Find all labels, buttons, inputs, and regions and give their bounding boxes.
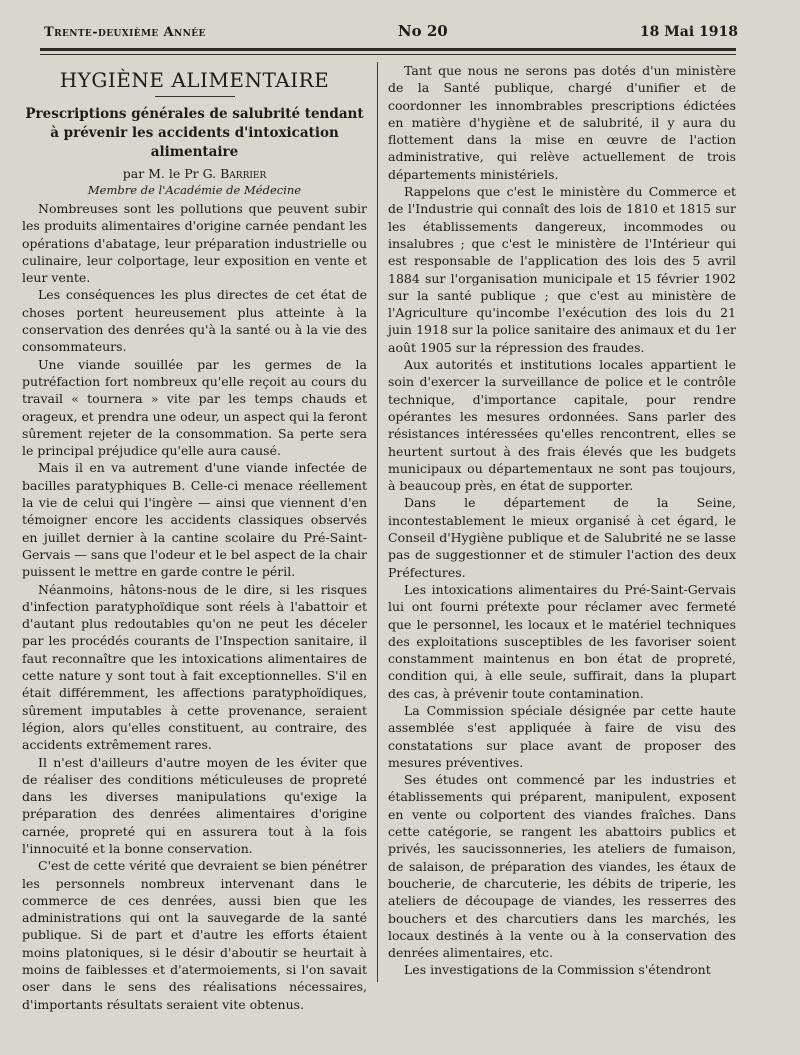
right-column: [388, 62, 736, 979]
paragraph: Nombreuses sont les pollutions que peuvent subir les produits alimentaires d'origine carnée pendant les opérations d'abatage, leur préparation industrielle ou culinaire, leur colportage, leur exposition en vente et leur vente.: [22, 201, 367, 286]
paragraph: Mais il en va autrement d'une viande infectée de bacilles paratyphiques B. Celle-ci menace réellement la vie de celui qui l'ingère — ainsi que viennent d'en témoigner encore les accidents classiques observés en juillet dernier à la cantine scolaire du Pré-Saint-Gervais — sans que l'odeur et le bel aspect de la chair puissent le mettre en garde contre le péril.: [22, 460, 367, 580]
paragraph: Les investigations de la Commission s'étendront: [404, 962, 711, 978]
paragraph: Aux autorités et institutions locales appartient le soin d'exercer la surveillance de police et le contrôle technique, d'importance capitale, pour rendre opérantes les mesures ordonnées. Sans parler des résistances intéressées qu'elles rencontrent, elles se heurtent surtout à des frais élevés que les budgets municipaux ou départementaux ne sont pas toujours, à beaucoup près, en état de supporter.: [388, 357, 736, 494]
paragraph: Dans le département de la Seine, incontestablement le mieux organisé à cet égard, le Conseil d'Hygiène publique et de Salubrité ne se lasse pas de suggestionner et de stimuler l'action des deux Préfectures.: [388, 495, 736, 580]
header-rule-thin: [40, 54, 736, 55]
volume-year: Trente-deuxième Année: [44, 25, 206, 40]
issue-date: 18 Mai 1918: [639, 24, 738, 40]
author-name: Barrier: [220, 166, 267, 181]
paragraph: Néanmoins, hâtons-nous de le dire, si les risques d'infection paratyphoïdique sont réels à l'abattoir et d'autant plus redoutables qu'on ne peut les déceler par les procédés courants de l'Inspection sanitaire, il faut reconnaître que les intoxications alimentaires de cette nature y sont tout à fait exceptionnelles. S'il en était différemment, les affections paratyphoïdiques, sûrement imputables à cette provenance, seraient légion, alors qu'elles constituent, au contraire, des accidents extrêmement rares.: [22, 581, 367, 753]
left-column: [22, 62, 367, 1013]
article-title-line2: à prévenir les accidents d'intoxication alimentaire: [50, 125, 339, 160]
paragraph: La Commission spéciale désignée par cette haute assemblée s'est appliquée à faire de visu des constatations sur place avant de proposer des mesures préventives.: [388, 702, 736, 770]
paragraph: Les intoxications alimentaires du Pré-Saint-Gervais lui ont fourni prétexte pour réclamer avec fermeté que le personnel, les locaux et le matériel techniques des exploitations susceptibles de les favoriser soient constamment maintenus en bon état de propreté, condition qui, à elle seule, suffirait, dans la plupart des cas, à prévenir toute contamination.: [388, 581, 736, 701]
title-divider: [155, 96, 235, 97]
author-affiliation: Membre de l'Académie de Médecine: [87, 183, 302, 197]
article-title: [22, 105, 367, 162]
header-rule-thick: [40, 48, 736, 51]
paragraph: Une viande souillée par les germes de la putréfaction fort nombreux qu'elle reçoit au cours du travail « tournera » vite par les temps chauds et orageux, et prendra une odeur, un aspect qui la feront sûrement rejeter de la consommation. Sa perte sera le principal préjudice qu'elle aura causé.: [22, 356, 368, 459]
paragraph: Rappelons que c'est le ministère du Commerce et de l'Industrie qui connaît des lois de 1810 et 1815 sur les établissements dangereux, incommodes ou insalubres ; que c'est le ministère de l'Intérieur qui est responsable de l'application des lois des 5 avril 1884 sur l'organisation municipale et 15 février 1902 sur la santé publique ; que c'est au ministère de l'Agriculture qu'incombe l'exécution des lois du 21 juin 1918 sur la police sanitaire des animaux et du 1er août 1905 sur la répression des fraudes.: [388, 184, 736, 355]
paragraph: Tant que nous ne serons pas dotés d'un ministère de la Santé publique, chargé d'unifier et de coordonner les innombrables prescriptions édictées en matière d'hygiène et de salubrité, il y aura du flottement dans la mise en œuvre de l'action administrative, qui relève actuellement de trois départements ministériels.: [388, 63, 736, 182]
section-title: HYGIÈNE ALIMENTAIRE: [59, 68, 330, 92]
paragraph: Il n'est d'ailleurs d'autre moyen de les éviter que de réaliser des conditions méticuleuses de propreté dans les diverses manipulations qu'exige la préparation des denrées alimentaires d'origine carnée, propreté qui en assurera tout à la fois l'innocuité et la bonne conservation.: [22, 754, 367, 856]
issue-number: No 20: [397, 22, 448, 40]
paragraph: Les conséquences les plus directes de cet état de choses portent heureusement plus atteinte à la conservation des denrées qu'à la santé ou à la vie des consommateurs.: [22, 287, 367, 355]
page-header: [44, 22, 738, 46]
paragraph: C'est de cette vérité que devraient se bien pénétrer les personnels nombreux intervenant dans le commerce de ces denrées, aussi bien que les administrations qui ont la sauvegarde de la santé publique. Si de part et d'autre les efforts étaient moins platoniques, si le désir d'aboutir se heurtait à moins de faiblesses et d'atermoiements, si l'on savait oser dans le sens des réalisations nécessaires, d'importants résultats seraient vite obtenus.: [22, 858, 367, 1012]
paragraph: Ses études ont commencé par les industries et établissements qui préparent, manipulent, exposent en vente ou colportent des viandes fraîches. Dans cette catégorie, se rangent les abattoirs publics et privés, les saucissonneries, les ateliers de fumaison, de salaison, de préparation des viandes, les étaux de boucherie, de charcuterie, les débits de triperie, les ateliers de découpage de viandes, les resserres des bouchers et des charcutiers dans les marchés, les locaux destinés à la vente ou à la conservation des denrées alimentaires, etc.: [388, 772, 736, 961]
byline-prefix: par M. le Pr G.: [122, 166, 217, 181]
byline: [22, 165, 367, 182]
article-title-line1: Prescriptions générales de salubrité tendant: [25, 106, 364, 122]
column-divider: [377, 62, 378, 982]
